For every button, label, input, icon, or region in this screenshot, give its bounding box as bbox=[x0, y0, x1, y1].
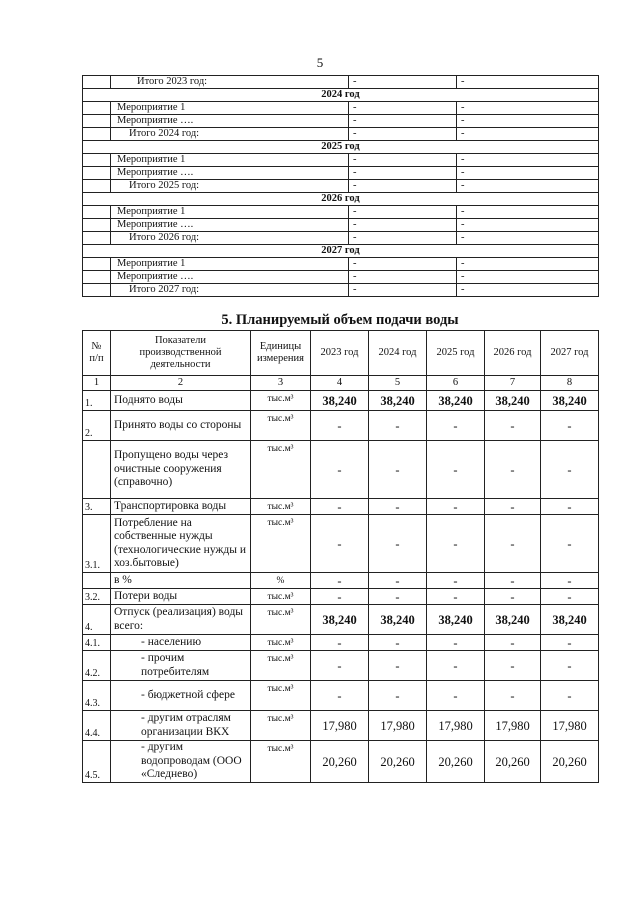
value-cell: - bbox=[457, 271, 599, 284]
left-margin-mark bbox=[7, 0, 11, 905]
col-number: 1 bbox=[83, 376, 111, 391]
value-cell: - bbox=[485, 441, 541, 499]
row-number-cell bbox=[83, 206, 111, 219]
col-number: 3 bbox=[251, 376, 311, 391]
table-row bbox=[83, 232, 599, 245]
right-margin-mark bbox=[632, 0, 636, 905]
column-number-row bbox=[83, 376, 599, 391]
value-cell: 38,240 bbox=[311, 605, 369, 635]
table-row bbox=[83, 167, 599, 180]
col-number: 2 bbox=[111, 376, 251, 391]
year-header-row bbox=[83, 141, 599, 154]
value-cell: 20,260 bbox=[311, 741, 369, 783]
header-indicator: Показатели производственной деятельности bbox=[111, 331, 251, 376]
value-cell: - bbox=[427, 411, 485, 441]
value-cell: - bbox=[427, 589, 485, 605]
table-row bbox=[83, 605, 599, 635]
year-label: 2027 год bbox=[83, 245, 599, 258]
value-cell: - bbox=[541, 589, 599, 605]
section-title: 5. Планируемый объем подачи воды bbox=[221, 312, 459, 328]
table-row bbox=[83, 258, 599, 271]
event-label: Мероприятие 1 bbox=[111, 258, 349, 271]
value-cell: - bbox=[457, 167, 599, 180]
row-number bbox=[83, 573, 111, 589]
value-cell: 38,240 bbox=[485, 605, 541, 635]
row-number-cell bbox=[83, 232, 111, 245]
event-label: Итого 2024 год: bbox=[111, 128, 349, 141]
value-cell: 20,260 bbox=[369, 741, 427, 783]
header-year: 2025 год bbox=[427, 331, 485, 376]
table-row bbox=[83, 284, 599, 297]
event-label: Мероприятие …. bbox=[111, 115, 349, 128]
value-cell: - bbox=[541, 515, 599, 573]
event-label: Итого 2026 год: bbox=[111, 232, 349, 245]
unit-cell: тыс.м³ bbox=[251, 499, 311, 515]
row-number: 2. bbox=[83, 411, 111, 441]
value-cell: - bbox=[541, 573, 599, 589]
value-cell: 38,240 bbox=[369, 605, 427, 635]
unit-cell: % bbox=[251, 573, 311, 589]
table-row bbox=[83, 711, 599, 741]
value-cell: 38,240 bbox=[369, 391, 427, 411]
value-cell: - bbox=[369, 441, 427, 499]
indicator-name: Принято воды со стороны bbox=[111, 411, 251, 441]
table-row bbox=[83, 651, 599, 681]
value-cell: - bbox=[369, 651, 427, 681]
table-row bbox=[83, 115, 599, 128]
value-cell: - bbox=[349, 102, 457, 115]
unit-cell: тыс.м³ bbox=[251, 411, 311, 441]
value-cell: - bbox=[369, 411, 427, 441]
value-cell: - bbox=[349, 115, 457, 128]
event-label: Итого 2023 год: bbox=[111, 76, 349, 89]
row-number-cell bbox=[83, 167, 111, 180]
row-number: 4. bbox=[83, 605, 111, 635]
value-cell: - bbox=[311, 515, 369, 573]
value-cell: - bbox=[349, 219, 457, 232]
header-unit: Единицы измерения bbox=[251, 331, 311, 376]
header-year: 2027 год bbox=[541, 331, 599, 376]
value-cell: 17,980 bbox=[427, 711, 485, 741]
event-label: Мероприятие 1 bbox=[111, 102, 349, 115]
indicator-name: Отпуск (реализация) воды всего: bbox=[111, 605, 251, 635]
row-number-cell bbox=[83, 258, 111, 271]
value-cell: - bbox=[369, 573, 427, 589]
value-cell: - bbox=[457, 258, 599, 271]
value-cell: - bbox=[541, 651, 599, 681]
value-cell: - bbox=[349, 206, 457, 219]
table-row bbox=[83, 411, 599, 441]
table-row bbox=[83, 180, 599, 193]
row-number-cell bbox=[83, 154, 111, 167]
year-header-row bbox=[83, 193, 599, 206]
header-num: № п/п bbox=[83, 331, 111, 376]
value-cell: 17,980 bbox=[541, 711, 599, 741]
year-label: 2026 год bbox=[83, 193, 599, 206]
value-cell: - bbox=[427, 515, 485, 573]
col-number: 7 bbox=[485, 376, 541, 391]
value-cell: 17,980 bbox=[311, 711, 369, 741]
indicator-name: Потребление на собственные нужды (технологические нужды и хоз.бытовые) bbox=[111, 515, 251, 573]
value-cell: - bbox=[485, 499, 541, 515]
event-label: Мероприятие …. bbox=[111, 167, 349, 180]
value-cell: - bbox=[349, 167, 457, 180]
event-label: Мероприятие …. bbox=[111, 219, 349, 232]
table-row bbox=[83, 102, 599, 115]
value-cell: - bbox=[485, 651, 541, 681]
year-header-row bbox=[83, 89, 599, 102]
unit-cell: тыс.м³ bbox=[251, 635, 311, 651]
value-cell: - bbox=[541, 411, 599, 441]
indicator-name: в % bbox=[111, 573, 251, 589]
event-label: Мероприятие 1 bbox=[111, 154, 349, 167]
value-cell: 17,980 bbox=[485, 711, 541, 741]
value-cell: - bbox=[541, 499, 599, 515]
col-number: 5 bbox=[369, 376, 427, 391]
indicator-name: - населению bbox=[111, 635, 251, 651]
value-cell: - bbox=[427, 573, 485, 589]
table-row bbox=[83, 635, 599, 651]
row-number: 1. bbox=[83, 391, 111, 411]
value-cell: - bbox=[369, 515, 427, 573]
unit-cell: тыс.м³ bbox=[251, 391, 311, 411]
value-cell: - bbox=[485, 589, 541, 605]
row-number-cell bbox=[83, 284, 111, 297]
value-cell: 20,260 bbox=[427, 741, 485, 783]
unit-cell: тыс.м³ bbox=[251, 515, 311, 573]
row-number: 4.2. bbox=[83, 651, 111, 681]
year-label: 2024 год bbox=[83, 89, 599, 102]
indicator-name: Пропущено воды через очистные сооружения (справочно) bbox=[111, 441, 251, 499]
col-number: 8 bbox=[541, 376, 599, 391]
value-cell: - bbox=[349, 271, 457, 284]
indicator-name: - бюджетной сфере bbox=[111, 681, 251, 711]
value-cell: - bbox=[457, 180, 599, 193]
unit-cell: тыс.м³ bbox=[251, 441, 311, 499]
row-number-cell bbox=[83, 271, 111, 284]
row-number-cell bbox=[83, 180, 111, 193]
table-row bbox=[83, 589, 599, 605]
value-cell: - bbox=[369, 589, 427, 605]
table-row bbox=[83, 206, 599, 219]
unit-cell: тыс.м³ bbox=[251, 605, 311, 635]
table-row bbox=[83, 391, 599, 411]
row-number: 3.2. bbox=[83, 589, 111, 605]
value-cell: 38,240 bbox=[427, 605, 485, 635]
value-cell: 17,980 bbox=[369, 711, 427, 741]
table-row bbox=[83, 271, 599, 284]
value-cell: - bbox=[349, 128, 457, 141]
value-cell: - bbox=[485, 681, 541, 711]
row-number: 3. bbox=[83, 499, 111, 515]
col-number: 6 bbox=[427, 376, 485, 391]
value-cell: - bbox=[311, 681, 369, 711]
value-cell: - bbox=[349, 284, 457, 297]
value-cell: - bbox=[311, 589, 369, 605]
value-cell: - bbox=[311, 411, 369, 441]
table-row bbox=[83, 741, 599, 783]
value-cell: - bbox=[457, 219, 599, 232]
row-number-cell bbox=[83, 128, 111, 141]
value-cell: 20,260 bbox=[485, 741, 541, 783]
value-cell: 38,240 bbox=[311, 391, 369, 411]
unit-cell: тыс.м³ bbox=[251, 589, 311, 605]
header-year: 2026 год bbox=[485, 331, 541, 376]
table-row bbox=[83, 154, 599, 167]
year-header-row bbox=[83, 245, 599, 258]
indicator-name: Потери воды bbox=[111, 589, 251, 605]
value-cell: 38,240 bbox=[427, 391, 485, 411]
value-cell: - bbox=[427, 499, 485, 515]
col-number: 4 bbox=[311, 376, 369, 391]
event-label: Итого 2027 год: bbox=[111, 284, 349, 297]
value-cell: - bbox=[485, 635, 541, 651]
value-cell: - bbox=[369, 499, 427, 515]
value-cell: - bbox=[541, 635, 599, 651]
value-cell: - bbox=[369, 681, 427, 711]
year-label: 2025 год bbox=[83, 141, 599, 154]
value-cell: 38,240 bbox=[485, 391, 541, 411]
unit-cell: тыс.м³ bbox=[251, 711, 311, 741]
value-cell: - bbox=[427, 441, 485, 499]
indicator-name: Транспортировка воды bbox=[111, 499, 251, 515]
table-row bbox=[83, 128, 599, 141]
value-cell: - bbox=[457, 154, 599, 167]
value-cell: - bbox=[485, 573, 541, 589]
value-cell: - bbox=[457, 232, 599, 245]
value-cell: - bbox=[457, 76, 599, 89]
unit-cell: тыс.м³ bbox=[251, 681, 311, 711]
value-cell: - bbox=[457, 115, 599, 128]
value-cell: - bbox=[457, 102, 599, 115]
value-cell: - bbox=[349, 76, 457, 89]
value-cell: - bbox=[427, 635, 485, 651]
event-label: Итого 2025 год: bbox=[111, 180, 349, 193]
value-cell: - bbox=[349, 154, 457, 167]
indicator-name: - прочим потребителям bbox=[111, 651, 251, 681]
indicator-name: Поднято воды bbox=[111, 391, 251, 411]
row-number: 3.1. bbox=[83, 515, 111, 573]
table-row bbox=[83, 441, 599, 499]
table-row bbox=[83, 499, 599, 515]
table-row bbox=[83, 76, 599, 89]
row-number-cell bbox=[83, 219, 111, 232]
value-cell: - bbox=[311, 651, 369, 681]
value-cell: - bbox=[485, 515, 541, 573]
water-supply-table bbox=[82, 330, 599, 783]
value-cell: - bbox=[311, 441, 369, 499]
value-cell: 38,240 bbox=[541, 391, 599, 411]
event-label: Мероприятие 1 bbox=[111, 206, 349, 219]
header-year: 2023 год bbox=[311, 331, 369, 376]
value-cell: - bbox=[457, 206, 599, 219]
unit-cell: тыс.м³ bbox=[251, 741, 311, 783]
value-cell: - bbox=[349, 180, 457, 193]
events-table bbox=[82, 75, 599, 297]
row-number: 4.5. bbox=[83, 741, 111, 783]
row-number-cell bbox=[83, 115, 111, 128]
event-label: Мероприятие …. bbox=[111, 271, 349, 284]
indicator-name: - другим водопроводам (ООО «Следнево) bbox=[111, 741, 251, 783]
value-cell: - bbox=[485, 411, 541, 441]
value-cell: - bbox=[457, 284, 599, 297]
row-number: 4.4. bbox=[83, 711, 111, 741]
row-number: 4.3. bbox=[83, 681, 111, 711]
table-row bbox=[83, 573, 599, 589]
indicator-name: - другим отраслям организации ВКХ bbox=[111, 711, 251, 741]
value-cell: - bbox=[311, 499, 369, 515]
value-cell: - bbox=[349, 258, 457, 271]
value-cell: - bbox=[427, 681, 485, 711]
row-number: 4.1. bbox=[83, 635, 111, 651]
table-row bbox=[83, 681, 599, 711]
value-cell: - bbox=[311, 573, 369, 589]
row-number-cell bbox=[83, 76, 111, 89]
value-cell: - bbox=[349, 232, 457, 245]
value-cell: - bbox=[427, 651, 485, 681]
value-cell: - bbox=[541, 441, 599, 499]
row-number-cell bbox=[83, 102, 111, 115]
unit-cell: тыс.м³ bbox=[251, 651, 311, 681]
page-number: 5 bbox=[316, 55, 324, 70]
value-cell: - bbox=[541, 681, 599, 711]
value-cell: - bbox=[311, 635, 369, 651]
value-cell: 38,240 bbox=[541, 605, 599, 635]
water-table-header bbox=[83, 331, 599, 376]
row-number bbox=[83, 441, 111, 499]
value-cell: - bbox=[369, 635, 427, 651]
table-row bbox=[83, 219, 599, 232]
value-cell: 20,260 bbox=[541, 741, 599, 783]
table-row bbox=[83, 515, 599, 573]
value-cell: - bbox=[457, 128, 599, 141]
header-year: 2024 год bbox=[369, 331, 427, 376]
